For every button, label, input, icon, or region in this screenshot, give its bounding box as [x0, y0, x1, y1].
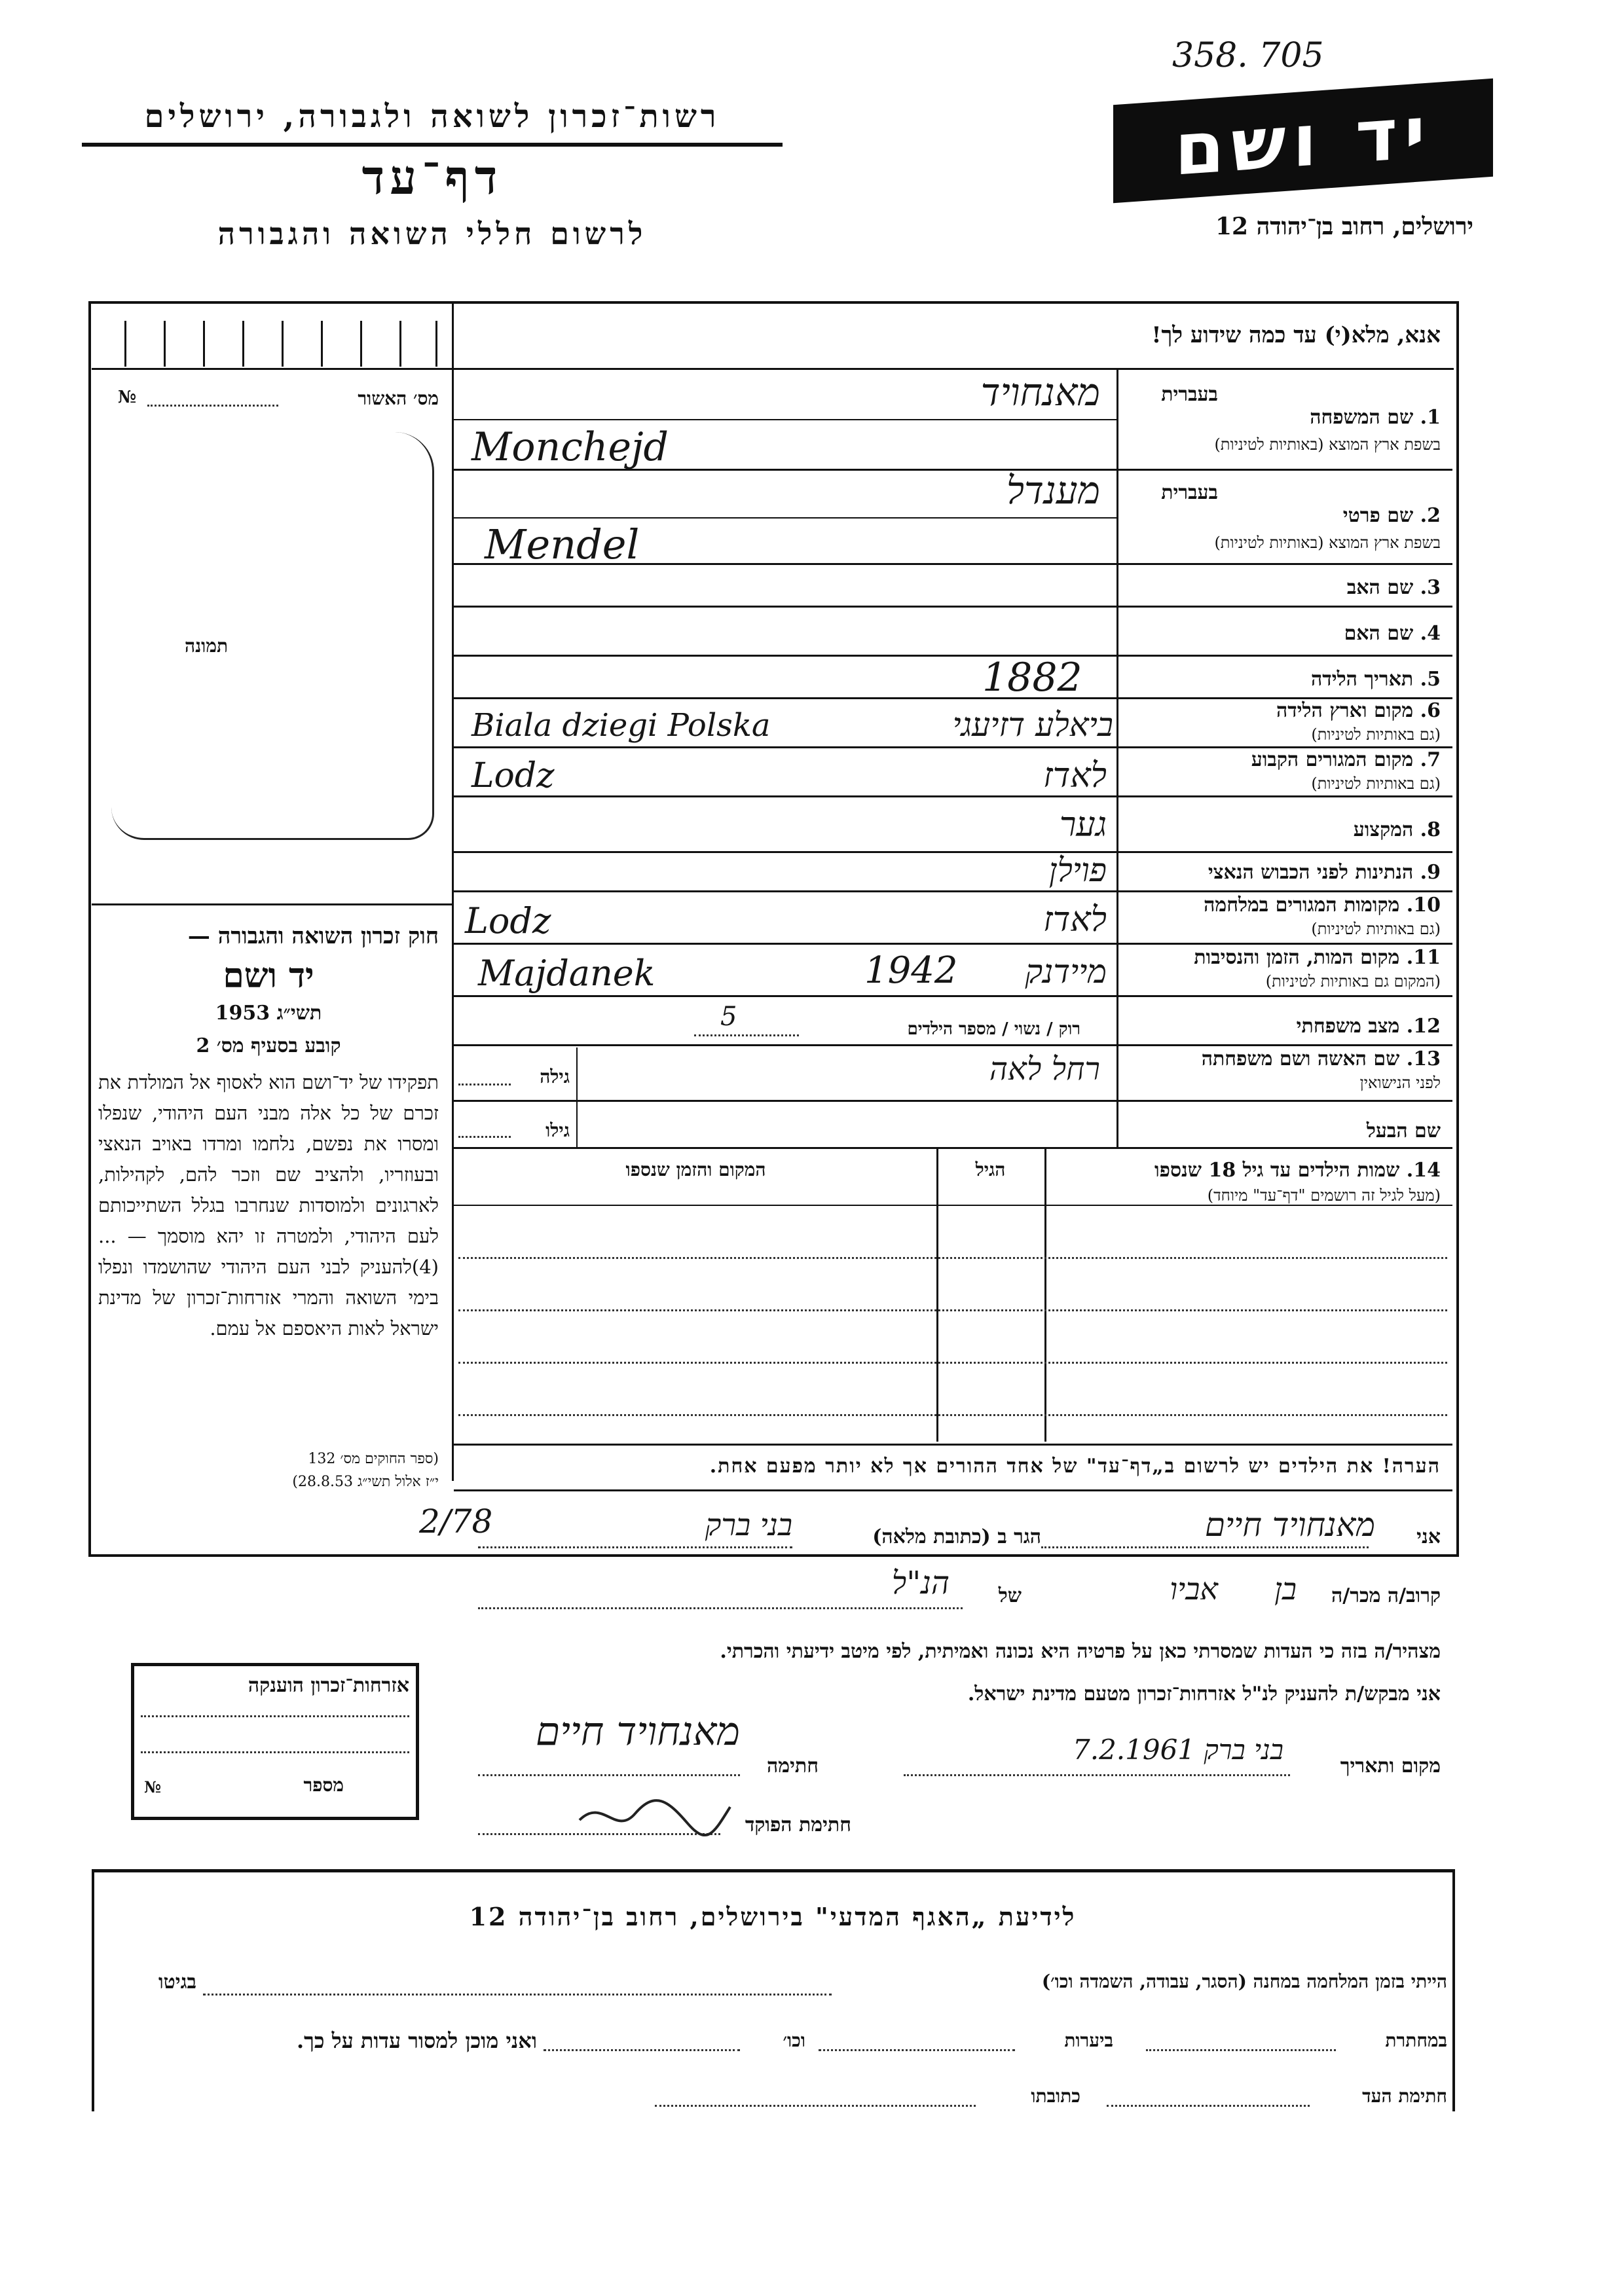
field-3-text: שם האב: [1346, 576, 1414, 599]
residing-label: הגר ב (כתובת מלאה): [872, 1525, 1041, 1548]
child-row[interactable]: [458, 1257, 1447, 1259]
hw-surname-lat[interactable]: Monchejd: [471, 424, 669, 470]
row-line: [454, 606, 1452, 608]
approval-num-sign: №: [118, 388, 137, 407]
footer-title: לידיעת „האגף המדעי" בירושלים, רחוב בן־יהודה 12: [469, 1902, 1077, 1931]
footer-underground: במחתרת: [1385, 2030, 1447, 2051]
instruction-row-line: [92, 368, 1454, 370]
field-13-text: שם האשה ושם משפחתה: [1201, 1048, 1400, 1070]
field-10-label: [1123, 894, 1441, 917]
officer-label: חתימת הפוקד: [745, 1813, 851, 1836]
col-age: הגיל: [975, 1159, 1006, 1180]
child-row[interactable]: [458, 1362, 1447, 1364]
children-bottom-line: [454, 1444, 1452, 1446]
page-subtitle: לרשום חללי השואה והגבורה: [217, 216, 647, 251]
field-13-sub: לפני הנישואין: [1359, 1074, 1441, 1092]
children-count[interactable]: 5: [720, 1002, 737, 1032]
hw-profession[interactable]: גער: [1059, 805, 1107, 845]
field-7-text: מקום המגורים הקבוע: [1251, 748, 1414, 771]
footer-separator: [92, 1869, 1454, 1872]
hw-birth-place-he[interactable]: ביאלע דזיעגי: [952, 706, 1113, 744]
field-9-text: הנתינות לפני הכבוש הנאצי: [1208, 861, 1414, 884]
field-1-num: 1.: [1420, 406, 1441, 429]
field-6-num: 6.: [1420, 699, 1441, 722]
authority-name: רשות־זכרון לשואה ולגבורה, ירושלים: [144, 98, 720, 135]
address: ירושלים, רחוב בן־יהודה 12: [1215, 213, 1473, 240]
declarant-label: אני: [1416, 1525, 1441, 1548]
law-clause: קובע בסעיף מס׳ 2: [196, 1034, 341, 1057]
children-note: הערה! את הילדים יש לרשום ב„דף־עד" של אחד ההורים אך לא יותר מפעם אחת.: [709, 1455, 1441, 1478]
hw-war-residence-lat[interactable]: Lodz: [465, 900, 551, 941]
col-place-time: המקום והזמן שנספו: [625, 1159, 766, 1180]
citizenship-box: [131, 1663, 419, 1820]
page-title: דף־עד: [361, 149, 503, 205]
camp-field[interactable]: [203, 1994, 832, 1995]
field-13-label: [1123, 1048, 1441, 1070]
hw-firstname-lat[interactable]: Mendel: [485, 520, 640, 568]
age-label-husband: גילו: [545, 1120, 570, 1141]
of-label: של: [998, 1584, 1022, 1607]
age-label-wife: גילה: [540, 1066, 570, 1087]
declaration-text: מצהיר/ה בזה כי העדות שמסרתי כאן על פרטיה היא נכונה ואמיתית, לפי מיטב ידיעתי והכרתי.: [720, 1640, 1441, 1663]
field-12-text: מצב משפחתי: [1296, 1015, 1400, 1038]
footer-witness-address: כתובתו: [1031, 2085, 1080, 2107]
hw-birth-place-lat[interactable]: Biala dziegi Polska: [471, 707, 771, 744]
law-year: תשי״ג 1953: [215, 1002, 322, 1025]
header-underline: [82, 143, 783, 147]
child-row[interactable]: [458, 1414, 1447, 1416]
field-2-in-hebrew: בעברית: [1161, 481, 1218, 504]
row-line: [454, 1100, 1452, 1102]
field-10-text: מקומות המגורים במלחמה: [1204, 894, 1400, 917]
tick: [399, 321, 401, 367]
children-col-1: [1044, 1147, 1046, 1442]
footer-line2-end: ואני מוכן למסור עדות על כך.: [296, 2028, 537, 2053]
field-8-num: 8.: [1420, 818, 1441, 841]
field-9-num: 9.: [1420, 861, 1441, 884]
field-6-label: [1123, 699, 1441, 722]
row-subline: [454, 517, 1116, 519]
footer-right-border: [1452, 1869, 1455, 2111]
law-body: תפקידו של יד־ושם הוא לאסוף אל המולדת את זכרם של כל אלה מבני העם היהודי, שנפלו ומסרו את נפשם, נלחמו ומרדו באויב הנאצי ובעוזריו, ולהציב שם וזכר להם, לקהילות, לארגונים ולמוסדות שנחרבו בגלל השתייכותם לעם היהודי, ולמטרה זו יהא מוסמך — ...(4)להעניק לבני העם היהודי שהושמדו ונפלו בימי השואה והמרי אזרחות־זכרון של מדינת ישראל לאות היאספם אל עמם.: [98, 1071, 439, 1339]
hw-declarant-name[interactable]: מאנחויד חיים: [1204, 1506, 1375, 1544]
law-name: יד ושם: [223, 956, 314, 996]
hw-address-num[interactable]: 2/78: [419, 1503, 493, 1540]
field-11-num: 11.: [1406, 946, 1441, 969]
field-12-num: 12.: [1406, 1015, 1441, 1038]
hw-death-place-he[interactable]: מיידנק: [1025, 953, 1107, 991]
row-line: [454, 995, 1452, 997]
approval-label: מס׳ האשור: [358, 388, 439, 409]
footer-etc: וכו׳: [783, 2030, 805, 2051]
field-4-text: שם האם: [1344, 622, 1414, 645]
field-5-text: תאריך הלידה: [1311, 668, 1414, 691]
forests-field[interactable]: [819, 2049, 1015, 2051]
form-instruction: אנא, מלא(י) עד כמה שידוע לך!: [1151, 322, 1441, 348]
field-11-label: [1123, 946, 1441, 969]
hw-signature[interactable]: מאנחויד חיים: [535, 1709, 740, 1755]
field-13-num: 13.: [1406, 1048, 1441, 1070]
row-line: [454, 1044, 1452, 1046]
field-3-num: 3.: [1420, 576, 1441, 599]
field-1-in-hebrew: בעברית: [1161, 383, 1218, 406]
tick: [360, 321, 362, 367]
approval-number-field[interactable]: [147, 405, 278, 407]
note-bottom-line: [454, 1489, 1452, 1491]
request-text: אני מבקש/ת להעניק לנ"ל אזרחות־זכרון מטעם מדינת ישראל.: [967, 1683, 1441, 1705]
age-col-divider: [576, 1048, 578, 1147]
field-7-num: 7.: [1420, 748, 1441, 771]
witness-signature-field[interactable]: [1107, 2105, 1310, 2107]
footer-line1: הייתי בזמן המלחמה במחנה (הסגר, עבודה, השמדה וכו׳): [1041, 1971, 1447, 1992]
officer-signature-scribble: [576, 1794, 733, 1840]
hw-relation[interactable]: בן: [1274, 1571, 1297, 1607]
hw-death-place-lat[interactable]: Majdanek: [478, 953, 655, 994]
field-2-label: [1218, 504, 1441, 527]
tick: [242, 321, 244, 367]
address-field[interactable]: [478, 1546, 792, 1548]
children-label: 14. שמות הילדים עד גיל 18 שנספו: [1154, 1159, 1441, 1182]
hw-birth-year[interactable]: 1882: [982, 655, 1082, 701]
tick: [321, 321, 323, 367]
hw-residence-lat[interactable]: Lodz: [471, 756, 555, 795]
hw-death-year[interactable]: 1942: [864, 949, 958, 992]
field-5-num: 5.: [1420, 668, 1441, 691]
tick: [124, 321, 126, 367]
tick: [435, 321, 437, 367]
relative-label: קרוב/ה מכר/ה: [1331, 1584, 1441, 1607]
tick: [203, 321, 205, 367]
field-3-label: [1123, 576, 1441, 599]
field-1-label: [1218, 406, 1441, 429]
tick: [164, 321, 166, 367]
logo-text: יד ושם: [1174, 90, 1432, 192]
field-8-text: המקצוע: [1353, 818, 1414, 841]
hw-place-date[interactable]: בני ברק 7.2.1961: [1073, 1734, 1283, 1766]
field-2-sub: בשפת ארץ המוצא (באותיות לטיניות): [1214, 534, 1441, 552]
children-sub: (מעל לגיל זה רושמים "דף־עד" מיוחד): [1207, 1186, 1441, 1205]
child-row[interactable]: [458, 1309, 1447, 1311]
footer-witness-sig: חתימת העד: [1362, 2085, 1447, 2107]
field-10-num: 10.: [1406, 894, 1441, 917]
place-date-field[interactable]: [904, 1774, 1290, 1776]
hw-firstname-he[interactable]: מענדל: [1006, 468, 1100, 513]
citizenship-number-label: מספר: [303, 1774, 344, 1796]
field-4-label: [1123, 622, 1441, 645]
children-col-2: [936, 1147, 938, 1442]
declarant-name-field[interactable]: [1041, 1546, 1369, 1548]
left-panel-line: [92, 903, 452, 905]
left-column-divider-top: [452, 302, 454, 368]
footer-forests: ביערות: [1064, 2030, 1113, 2051]
underground-field[interactable]: [1146, 2049, 1336, 2051]
etc-field[interactable]: [544, 2049, 740, 2051]
husband-label: שם הבעל: [1366, 1120, 1441, 1142]
husband-age-field[interactable]: [458, 1136, 511, 1138]
field-2-num: 2.: [1420, 504, 1441, 527]
relation-field[interactable]: [478, 1607, 963, 1609]
row-line: [454, 890, 1452, 892]
field-1-text: שם המשפחה: [1310, 406, 1414, 429]
field-4-num: 4.: [1420, 622, 1441, 645]
signature-label: חתימה: [767, 1755, 819, 1777]
left-panel-divider: [452, 368, 454, 1481]
field-7-sub: (גם באותיות לטיניות): [1311, 774, 1441, 793]
field-9-label: [1123, 861, 1441, 884]
cit-line: [141, 1715, 409, 1717]
field-2-text: שם פרטי: [1342, 504, 1414, 527]
footer-left-border: [92, 1869, 94, 2111]
witness-address-field[interactable]: [655, 2105, 976, 2107]
law-source-2: י״ז אלול תשי״ג 28.8.53): [292, 1474, 439, 1490]
field-11-sub: (המקום גם באותיות לטיניות): [1265, 972, 1441, 991]
hw-war-residence-he[interactable]: לאדז: [1043, 900, 1107, 939]
signature-field[interactable]: [478, 1774, 740, 1776]
field-5-label: [1123, 668, 1441, 691]
row-line: [454, 943, 1452, 945]
hw-residence-he[interactable]: לאדז: [1043, 756, 1107, 795]
field-12-label: [1123, 1015, 1441, 1038]
tick: [282, 321, 284, 367]
field-10-sub: (גם באותיות לטיניות): [1311, 920, 1441, 938]
field-8-label: [1123, 818, 1441, 841]
field-11-text: מקום המות, הזמן והנסיבות: [1194, 946, 1400, 969]
citizenship-title: אזרחות־זכרון הוענקה: [248, 1674, 409, 1697]
marital-options: רוק / נשוי / מספר הילדים: [907, 1019, 1080, 1039]
wife-age-field[interactable]: [458, 1084, 511, 1085]
row-line: [454, 795, 1452, 797]
yad-vashem-logo: [1113, 79, 1493, 204]
label-column-divider: [1116, 368, 1118, 1147]
hw-relation-of[interactable]: אביו: [1170, 1571, 1218, 1607]
footer-line1-end: בגיטו: [158, 1971, 196, 1994]
field-7-label: [1123, 748, 1441, 771]
row-line: [454, 1147, 1452, 1149]
hw-address[interactable]: בני ברק: [705, 1507, 792, 1542]
field-1-sub: בשפת ארץ המוצא (באותיות לטיניות): [1214, 435, 1441, 454]
ref-number: 358. 705: [1172, 36, 1324, 75]
cit-line: [141, 1751, 409, 1753]
hw-wife-name[interactable]: רחל לאה: [989, 1051, 1100, 1087]
photo-label: תמונה: [184, 635, 229, 657]
field-6-text: מקום וארץ הלידה: [1276, 699, 1414, 722]
row-line: [454, 655, 1452, 657]
children-count-field[interactable]: [694, 1034, 799, 1036]
row-subline: [454, 419, 1116, 420]
place-date-label: מקום ותאריך: [1340, 1755, 1441, 1777]
law-source: (ספר החוקים מס׳ 132: [308, 1451, 439, 1467]
hw-relation-name[interactable]: הנ"ל: [891, 1565, 950, 1601]
hw-citizenship[interactable]: פוילן: [1048, 851, 1107, 889]
hw-surname-he[interactable]: מאנחויד: [980, 370, 1100, 414]
law-title: חוק זכרון השואה והגבורה —: [187, 923, 439, 949]
field-6-sub: (גם באותיות לטיניות): [1311, 725, 1441, 744]
citizenship-num-sign: №: [144, 1777, 162, 1796]
